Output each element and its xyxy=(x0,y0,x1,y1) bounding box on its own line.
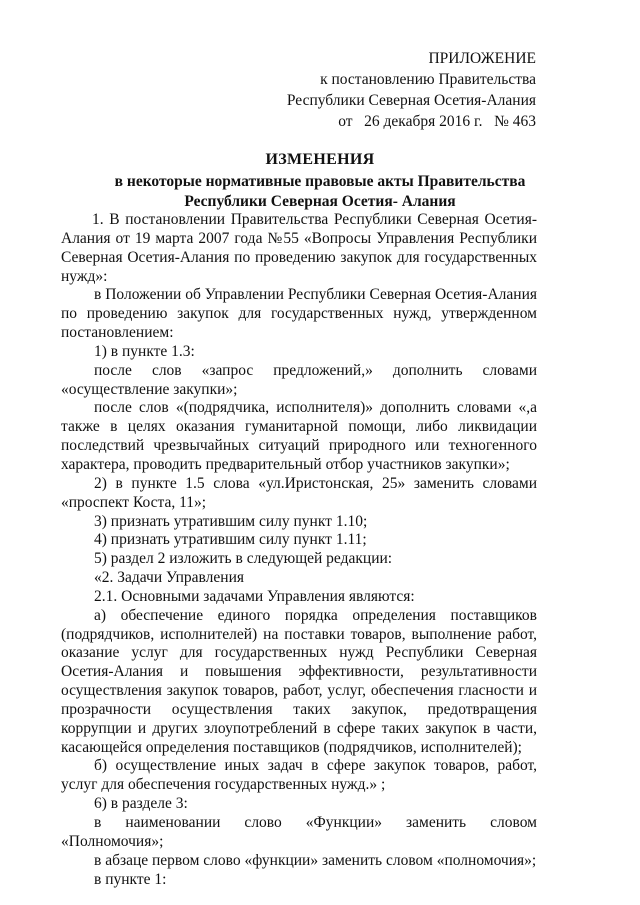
paragraph-7: 3) признать утратившим силу пункт 1.10; xyxy=(94,512,368,530)
paragraph-4: после слов «запрос предложений,» дополнить словами «осуществление закупки»; xyxy=(61,361,537,398)
paragraph-17: в пункте 1: xyxy=(94,870,167,888)
paragraph-13: б) осуществление иных задач в сфере закупок товаров, работ, услуг для обеспечения государственных нужд.» ; xyxy=(61,757,537,794)
paragraph-8: 4) признать утратившим силу пункт 1.11; xyxy=(94,531,367,549)
paragraph-6: 2) в пункте 1.5 слова «ул.Иристонская, 25» заменить словами «проспект Коста, 11»; xyxy=(61,474,537,511)
paragraph-5: после слов «(подрядчика, исполнителя)» дополнить словами «,а также в целях оказания гуманитарной помощи, либо ликвидации последствий чрезвычайных ситуаций природного или техногенного характера, проводить предварительный отбор участников закупки»; xyxy=(61,399,537,473)
appendix-line-1: к постановлению Правительства xyxy=(320,71,536,88)
paragraph-1: 1. В постановлении Правительства Республики Северная Осетия-Алания от 19 марта 2007 года №55 «Вопросы Управления Республики Северная Осетия-Алания по проведению закупок для государственных нужд»: xyxy=(61,211,537,285)
paragraph-15: в наименовании слово «Функции» заменить словом «Полномочия»; xyxy=(61,814,537,850)
paragraph-9: 5) раздел 2 изложить в следующей редакции: xyxy=(94,550,393,568)
document-title: ИЗМЕНЕНИЯ xyxy=(265,151,375,168)
document-subtitle-line-1: в некоторые нормативные правовые акты Правительства xyxy=(114,173,526,190)
paragraph-14: 6) в разделе 3: xyxy=(94,795,188,813)
document-heading xyxy=(60,150,580,212)
appendix-block xyxy=(206,48,536,132)
paragraph-10: «2. Задачи Управления xyxy=(94,569,244,587)
appendix-line-2: Республики Северная Осетия-Алания xyxy=(286,92,536,109)
document-body xyxy=(61,211,537,889)
paragraph-12: а) обеспечение единого порядка определения поставщиков (подрядчиков, исполнителей) на поставки товаров, выполнение работ, оказание услуг для государственных нужд Республики Северная Осетия-Алания и повышения эффективности, результативности осуществления закупок товаров, работ, услуг, обеспечения гласности и прозрачности осуществления таких закупок, предотвращения коррупции и других злоупотреблений в сфере таких закупок в части, касающейся определения поставщиков (подрядчиков, исполнителей); xyxy=(61,606,537,756)
paragraph-2: в Положении об Управлении Республики Северная Осетия-Алания по проведению закупок для государственных нужд, утвержденном постановлением: xyxy=(61,286,537,342)
document-subtitle-line-2: Республики Северная Осетия- Алания xyxy=(184,193,456,210)
paragraph-16: в абзаце первом слово «функции» заменить словом «полномочия»; xyxy=(94,851,537,869)
appendix-date-number: от 26 декабря 2016 г. № 463 xyxy=(338,113,536,130)
appendix-title: ПРИЛОЖЕНИЕ xyxy=(428,50,536,67)
paragraph-3: 1) в пункте 1.3: xyxy=(94,342,195,360)
paragraph-11: 2.1. Основными задачами Управления являются: xyxy=(94,587,415,605)
